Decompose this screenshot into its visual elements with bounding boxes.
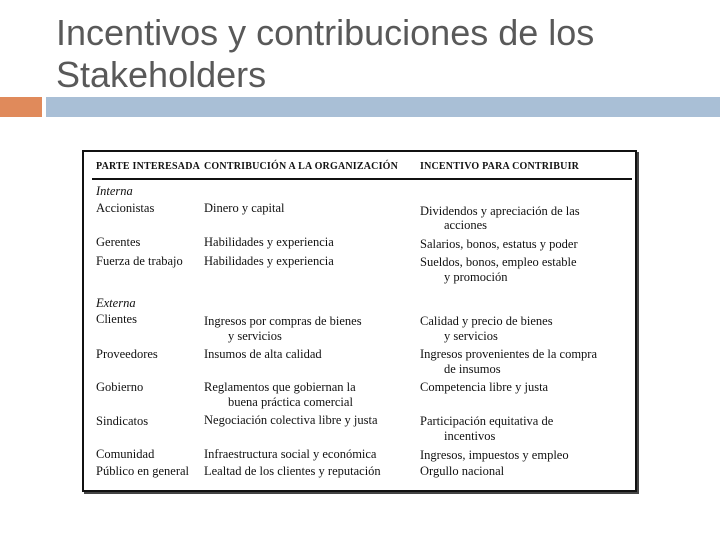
party-cell: Gobierno	[96, 380, 144, 394]
party-cell: Público en general	[96, 464, 190, 478]
incentive-cell: Participación equitativa de	[420, 414, 554, 428]
incentive-cell: Ingresos, impuestos y empleo	[420, 448, 569, 462]
header-rule	[92, 178, 632, 180]
party-cell: Comunidad	[96, 447, 155, 461]
header-contribution: CONTRIBUCIÓN A LA ORGANIZACIÓN	[204, 161, 399, 172]
contribution-cell: Lealtad de los clientes y reputación	[204, 464, 381, 478]
incentive-cell: Dividendos y apreciación de las	[420, 204, 580, 218]
party-cell: Proveedores	[96, 347, 158, 361]
stakeholder-table-image	[82, 150, 637, 492]
header-incentive: INCENTIVO PARA CONTRIBUIR	[420, 161, 580, 172]
contribution-cell: Habilidades y experiencia	[204, 235, 334, 249]
contribution-cell: Ingresos por compras de bienes	[204, 314, 362, 328]
incentive-cell: y promoción	[444, 270, 508, 284]
incentive-cell: y servicios	[444, 329, 498, 343]
incentive-cell: Salarios, bonos, estatus y poder	[420, 237, 578, 251]
accent-bar	[46, 97, 720, 117]
party-cell: Accionistas	[96, 201, 155, 215]
section-external: Externa	[96, 296, 136, 310]
incentive-cell: incentivos	[444, 429, 496, 443]
incentive-cell: acciones	[444, 218, 488, 232]
accent-block	[0, 97, 42, 117]
party-cell: Fuerza de trabajo	[96, 254, 183, 268]
contribution-cell: Habilidades y experiencia	[204, 254, 334, 268]
contribution-cell: Reglamentos que gobiernan la	[204, 380, 356, 394]
incentive-cell: Orgullo nacional	[420, 464, 505, 478]
contribution-cell: Infraestructura social y económica	[204, 447, 377, 461]
section-internal: Interna	[96, 184, 133, 198]
party-cell: Sindicatos	[96, 414, 149, 428]
incentive-cell: Ingresos provenientes de la compra	[420, 347, 598, 361]
contribution-cell: Insumos de alta calidad	[204, 347, 322, 361]
contribution-cell: y servicios	[228, 329, 282, 343]
incentive-cell: Sueldos, bonos, empleo estable	[420, 255, 577, 269]
incentive-cell: Competencia libre y justa	[420, 380, 549, 394]
contribution-cell: buena práctica comercial	[228, 395, 353, 409]
contribution-cell: Dinero y capital	[204, 201, 285, 215]
party-cell: Gerentes	[96, 235, 141, 249]
slide-title: Incentivos y contribuciones de los Stakeholders	[56, 12, 595, 95]
header-party: PARTE INTERESADA	[96, 161, 201, 172]
incentive-cell: de insumos	[444, 362, 501, 376]
contribution-cell: Negociación colectiva libre y justa	[204, 413, 378, 427]
incentive-cell: Calidad y precio de bienes	[420, 314, 553, 328]
party-cell: Clientes	[96, 312, 137, 326]
